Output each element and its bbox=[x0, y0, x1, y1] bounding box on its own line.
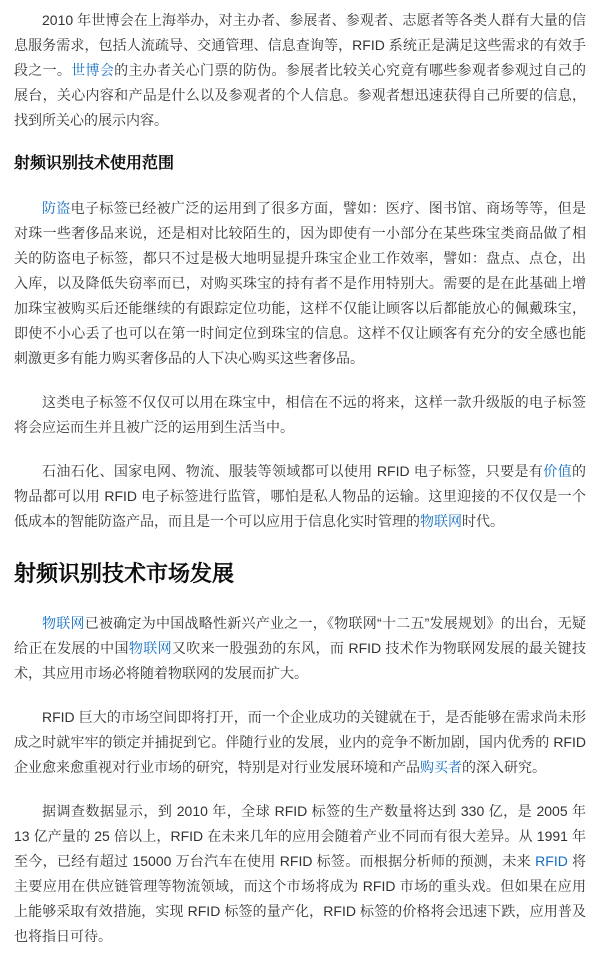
intro-paragraph bbox=[14, 8, 586, 133]
anti-theft-link[interactable]: 防盗 bbox=[42, 200, 71, 216]
market-paragraph-3 bbox=[14, 799, 586, 949]
iot-link-3[interactable]: 物联网 bbox=[128, 640, 172, 656]
intro-text-1: 2010 年世博会在上海举办，对主办者、参展者、参观者、志愿者等各类人群有大量的信息服务需求，包括人流疏导、交通管理、信息查询等，RFID 系统正是满足这些需求的有效手段之一。 bbox=[14, 12, 586, 78]
usage-paragraph-1 bbox=[14, 196, 586, 371]
value-link[interactable]: 价值 bbox=[543, 463, 572, 479]
expo-link[interactable]: 世博会 bbox=[71, 62, 115, 78]
market-p2-text-1: RFID 巨大的市场空间即将打开，而一个企业成功的关键就在于，是否能够在需求尚未形成之时就牢牢的锁定并捕捉到它。伴随行业的发展，业内的竞争不断加剧，国内优秀的 RFID 企业愈来愈重视对行业市场的研究，特别是对行业发展环境和产品 bbox=[14, 709, 586, 775]
usage-p3-text-2: 的物品都可以用 RFID 电子标签进行监管，哪怕是私人物品的运输。这里迎接的不仅仅是一个低成本的智能防盗产品，而且是一个可以应用于信息化实时管理的 bbox=[14, 463, 586, 529]
market-section-heading: 射频识别技术市场发展 bbox=[14, 561, 235, 586]
market-p2-text-2: 的深入研究。 bbox=[462, 759, 546, 775]
rfid-link[interactable]: RFID bbox=[535, 853, 568, 869]
market-p1-text-2: 又吹来一股强劲的东风，而 RFID 技术作为物联网发展的最关键技术，其应用市场必将随着物联网的发展而扩大。 bbox=[14, 640, 587, 681]
usage-paragraph-3 bbox=[14, 459, 586, 534]
usage-p2-text: 这类电子标签不仅仅可以用在珠宝中，相信在不远的将来，这样一款升级版的电子标签将会应运而生并且被广泛的运用到生活当中。 bbox=[14, 394, 586, 435]
usage-p3-text-3: 时代。 bbox=[462, 513, 504, 529]
usage-p3-text-1: 石油石化、国家电网、物流、服装等领域都可以使用 RFID 电子标签，只要是有 bbox=[42, 463, 544, 479]
market-paragraph-2 bbox=[14, 705, 586, 780]
market-p3-text-2: 将主要应用在供应链管理等物流领域，而这个市场将成为 RFID 市场的重头戏。但如果在应用上能够采取有效措施，实现 RFID 标签的量产化，RFID 标签的价格将会迅速下跌，应用普及也将指日可待。 bbox=[14, 853, 587, 944]
usage-p1-text: 电子标签已经被广泛的运用到了很多方面，譬如：医疗、图书馆、商场等等，但是对珠一些奢侈品来说，还是相对比较陌生的，因为即使有一小部分在某些珠宝类商品做了相关的防盗电子标签，都只不过是极大地明显提升珠宝企业工作效率，譬如：盘点、点仓，出入库，以及降低失窃率而已，对购买珠宝的持有者不是作用特别大。需要的是在此基础上增加珠宝被购买后还能继续的有跟踪定位功能，这样不仅能让顾客以后都能放心的佩戴珠宝，即使不小心丢了也可以在第一时间定位到珠宝的信息。这样不仅让顾客有充分的安全感也能刺激更多有能力购买奢侈品的人下决心购买这些奢侈品。 bbox=[14, 200, 587, 366]
article-body bbox=[14, 8, 586, 949]
usage-paragraph-2 bbox=[14, 390, 586, 440]
market-p1-text-1: 已被确定为中国战略性新兴产业之一，《物联网“十二五”发展规划》的出台，无疑给正在发展的中国 bbox=[14, 615, 586, 656]
iot-link-1[interactable]: 物联网 bbox=[420, 513, 462, 529]
iot-link-2[interactable]: 物联网 bbox=[42, 615, 85, 631]
intro-text-2: 的主办者关心门票的防伪。参展者比较关心究竟有哪些参观者参观过自己的展台，关心内容和产品是什么以及参观者的个人信息。参观者想迅速获得自己所要的信息，找到所关心的展示内容。 bbox=[14, 62, 587, 128]
usage-section-heading: 射频识别技术使用范围 bbox=[14, 155, 175, 172]
market-paragraph-1 bbox=[14, 611, 586, 686]
buyer-link[interactable]: 购买者 bbox=[420, 759, 462, 775]
market-p3-text-1: 据调查数据显示，到 2010 年，全球 RFID 标签的生产数量将达到 330 亿，是 2005 年 13 亿产量的 25 倍以上，RFID 在未来几年的应用会随着产业不同而有很大差异。从 1991 年至今，已经有超过 15000 万台汽车在使用 RFID 标签。而根据分析师的预测，未来 bbox=[14, 803, 586, 869]
